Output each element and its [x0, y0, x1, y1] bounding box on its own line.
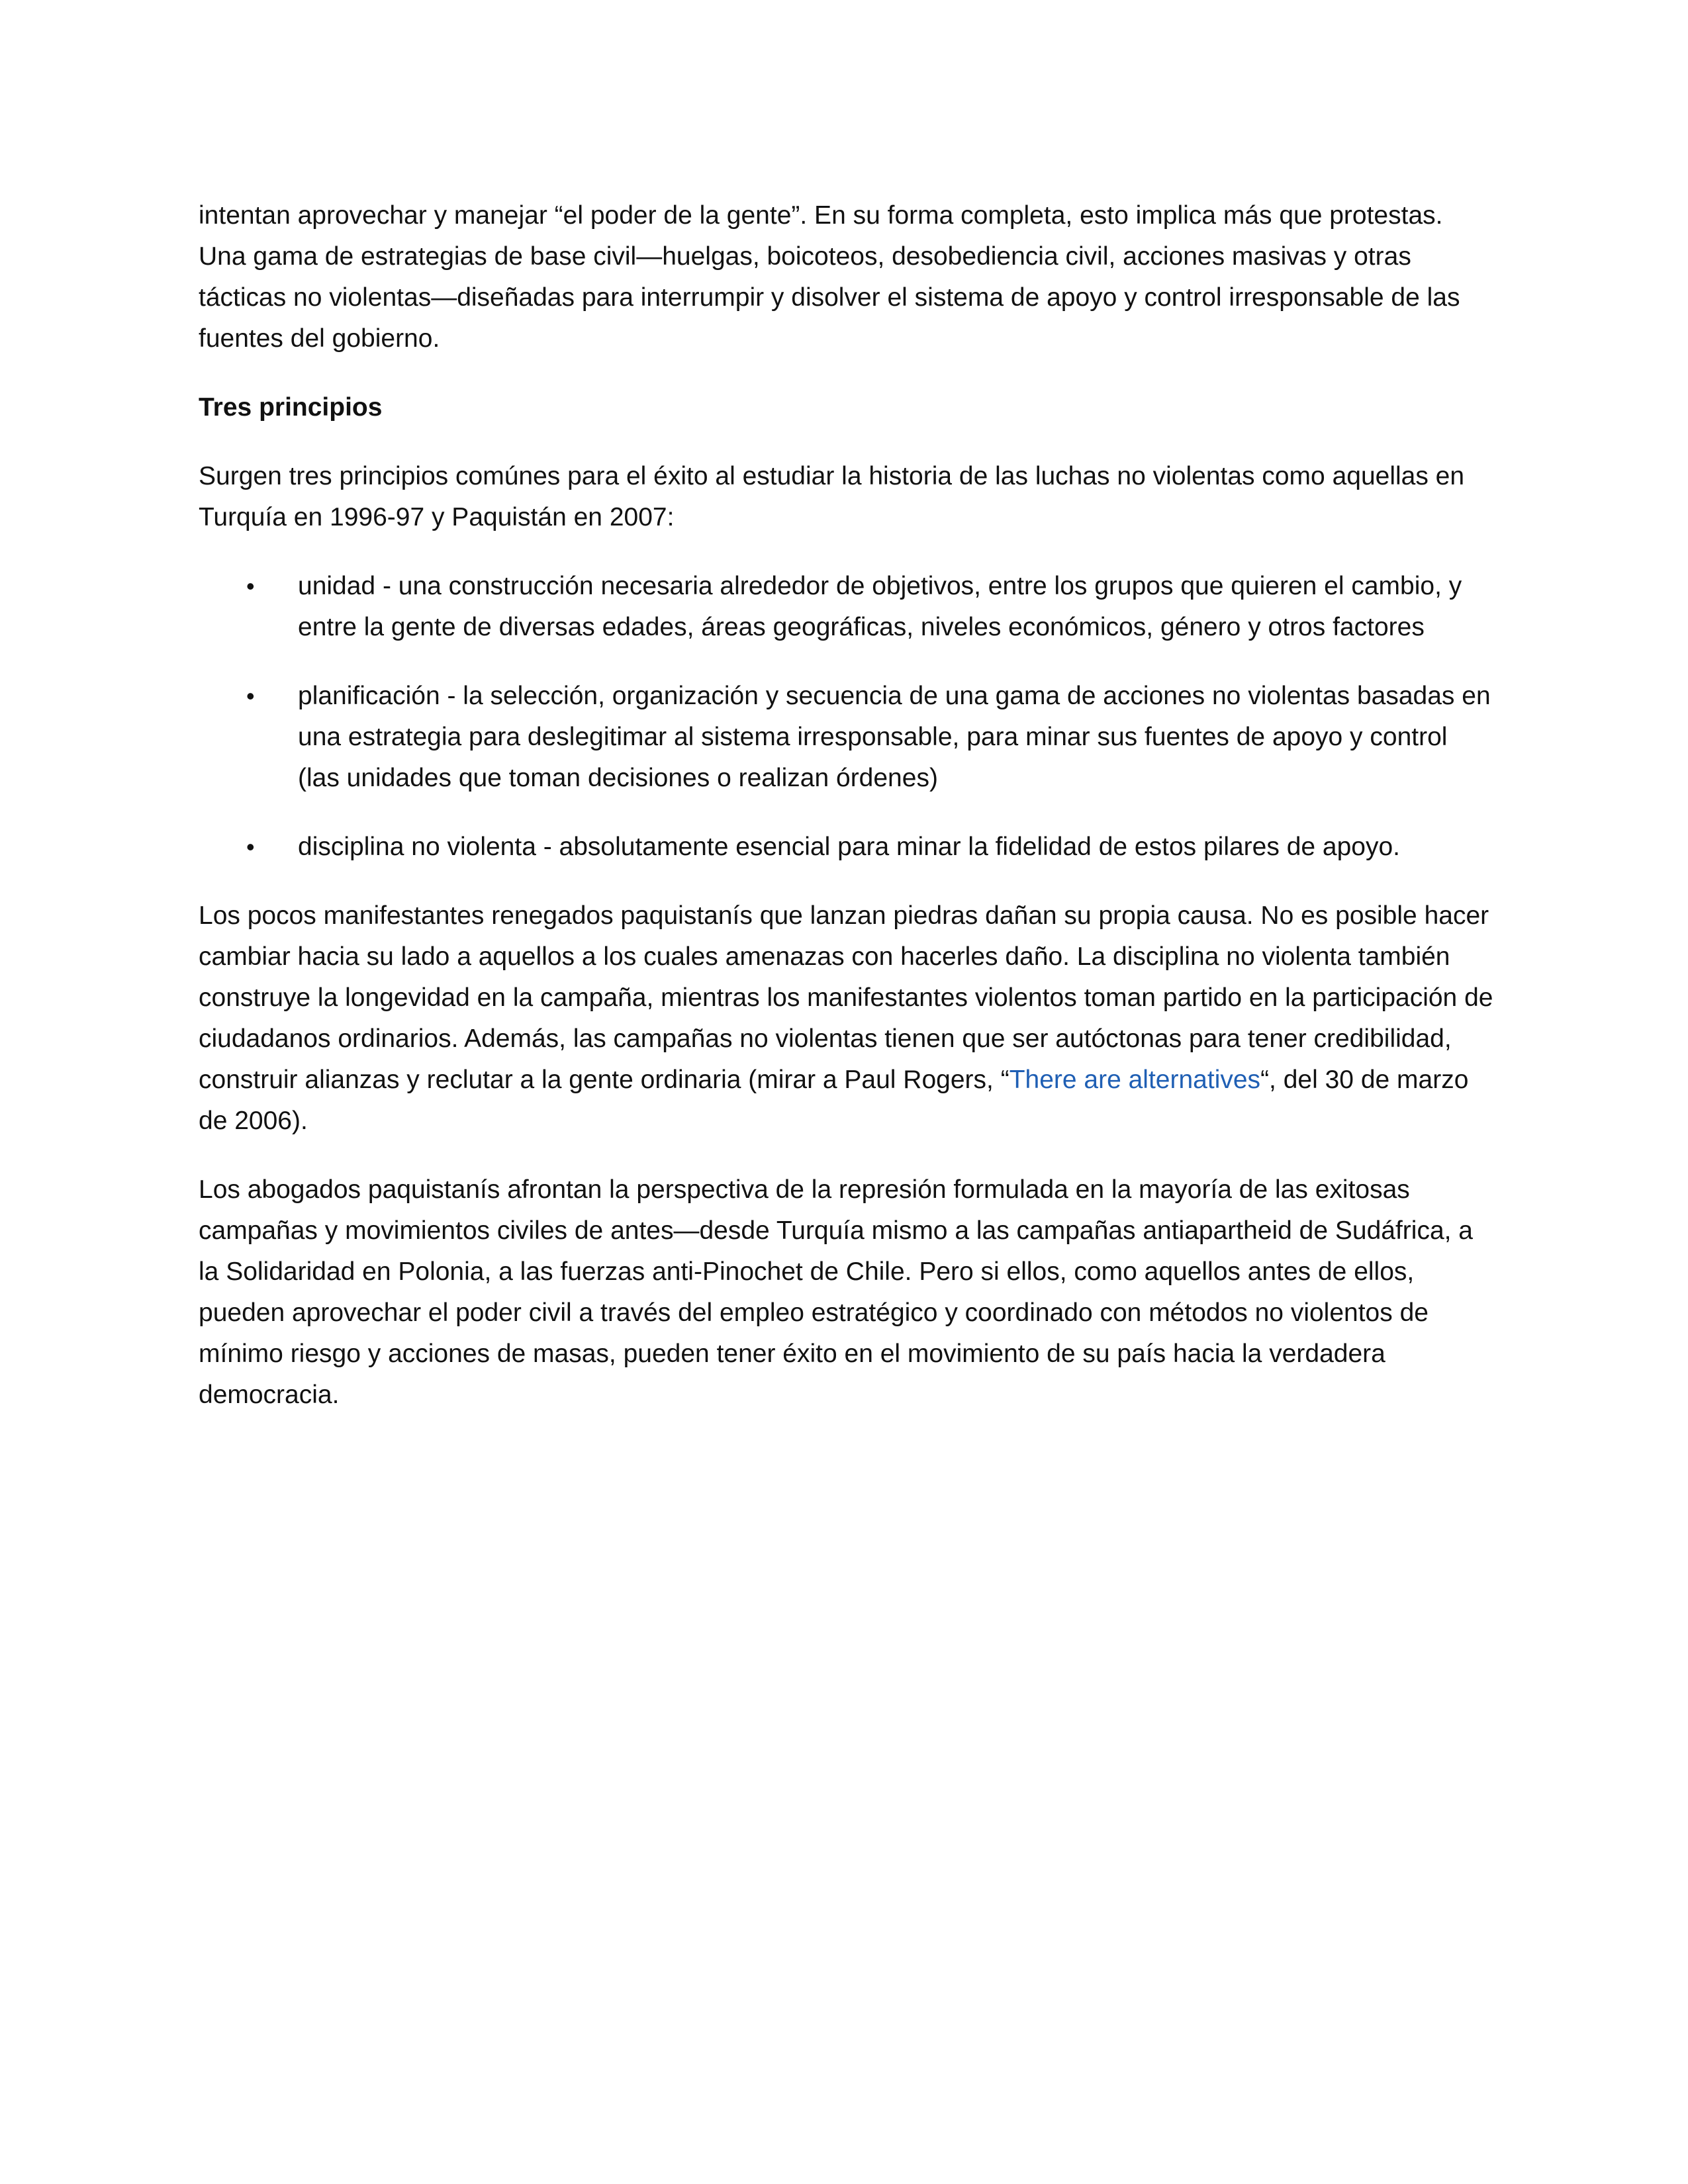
principle-text: planificación - la selección, organización y secuencia de una gama de acciones no violentas basadas en una estrategia para deslegitimar al sistema irresponsable, para minar sus fuentes de apoyo y control (las unidades que toman decisiones o realizan órdenes): [298, 682, 1491, 792]
bullet-icon: •: [246, 682, 255, 709]
discipline-paragraph: [199, 895, 1496, 1142]
bullet-icon: •: [246, 572, 255, 600]
principle-text: disciplina no violenta - absolutamente esencial para minar la fidelidad de estos pilares de apoyo.: [298, 833, 1401, 861]
discipline-text-after-link: “, del 30 de marzo de 2006).: [199, 1066, 1469, 1135]
bullet-icon: •: [246, 833, 255, 860]
list-item: [199, 676, 1496, 799]
there-are-alternatives-link[interactable]: There are alternatives: [1009, 1066, 1261, 1094]
discipline-text-before-link: Los pocos manifestantes renegados paquistanís que lanzan piedras dañan su propia causa. No es posible hacer cambiar hacia su lado a aquellos a los cuales amenazas con hacerles daño. La disciplina no violenta también construye la longevidad en la campaña, mientras los manifestantes violentos toman partido en la participación de ciudadanos ordinarios. Además, las campañas no violentas tienen que ser autóctonas para tener credibilidad, construir alianzas y reclutar a la gente ordinaria (mirar a Paul Rogers, “: [199, 901, 1493, 1094]
intro-paragraph: intentan aprovechar y manejar “el poder de la gente”. En su forma completa, esto implica más que protestas. Una gama de estrategias de base civil—huelgas, boicoteos, desobediencia civil, acciones masivas y otras tácticas no violentas—diseñadas para interrumpir y disolver el sistema de apoyo y control irresponsable de las fuentes del gobierno.: [199, 201, 1460, 353]
principles-list: [199, 566, 1496, 868]
principles-intro-paragraph: Surgen tres principios comúnes para el éxito al estudiar la historia de las luchas no violentas como aquellas en Turquía en 1996-97 y Paquistán en 2007:: [199, 462, 1465, 531]
list-item: [199, 566, 1496, 648]
conclusion-paragraph: Los abogados paquistanís afrontan la perspectiva de la represión formulada en la mayoría de las exitosas campañas y movimientos civiles de antes—desde Turquía mismo a las campañas antiapartheid de Sudáfrica, a la Solidaridad en Polonia, a las fuerzas anti-Pinochet de Chile. Pero si ellos, como aquellos antes de ellos, pueden aprovechar el poder civil a través del empleo estratégico y coordinado con métodos no violentos de mínimo riesgo y acciones de masas, pueden tener éxito en el movimiento de su país hacia la verdadera democracia.: [199, 1175, 1473, 1409]
list-item: [199, 827, 1496, 868]
section-heading: Tres principios: [199, 393, 383, 422]
document-page: [199, 195, 1496, 1443]
principle-text: unidad - una construcción necesaria alrededor de objetivos, entre los grupos que quieren el cambio, y entre la gente de diversas edades, áreas geográficas, niveles económicos, género y otros factores: [298, 572, 1462, 641]
